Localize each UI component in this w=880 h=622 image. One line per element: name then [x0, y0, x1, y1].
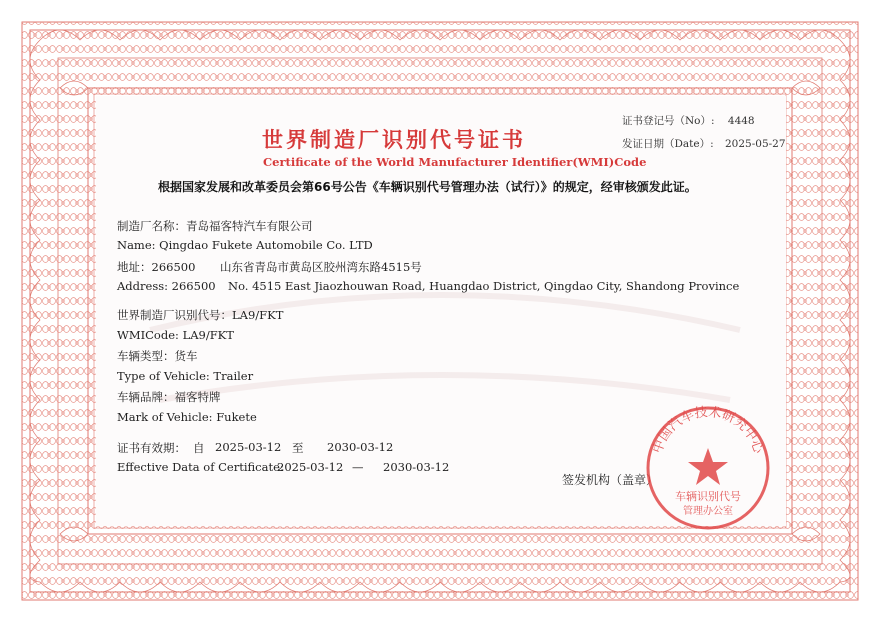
manufacturer-cn-label: 制造厂名称： — [117, 219, 186, 233]
validity-en-label: Effective Data of Certificate: — [117, 460, 284, 474]
registration-number-label: 证书登记号（No）: — [622, 115, 715, 127]
issue-date-label: 发证日期（Date）: — [622, 138, 714, 150]
vehicle-type-en-label: Type of Vehicle: — [117, 369, 210, 383]
seal-star-icon — [688, 448, 728, 485]
brand-cn-label: 车辆品牌： — [117, 390, 175, 404]
brand-en-value: Fukete — [216, 410, 257, 424]
manufacturer-cn-value: 青岛福客特汽车有限公司 — [186, 219, 313, 233]
registration-number-value: 4448 — [727, 115, 755, 127]
wmi-en-label: WMICode: — [117, 328, 179, 342]
intro-statement: 根据国家发展和改革委员会第66号公告《车辆识别代号管理办法（试行）》的规定，经审核颁发此证。 — [158, 180, 697, 194]
validity-cn-to-word: 至 — [292, 441, 304, 455]
validity-cn-from: 2025-03-12 — [215, 440, 282, 454]
issuing-authority-label: 签发机构（盖章） — [562, 473, 659, 487]
wmi-en-row — [117, 328, 234, 342]
brand-cn-row — [117, 389, 221, 405]
vehicle-type-en-value: Trailer — [213, 369, 254, 383]
validity-cn-from-word: 自 — [193, 441, 205, 455]
name-en-row — [117, 238, 373, 252]
vehicle-type-cn-row — [117, 348, 198, 364]
brand-en-label: Mark of Vehicle: — [117, 410, 213, 424]
seal-text-top: 中国汽车技术研究中心 — [650, 404, 766, 456]
address-cn-row — [117, 259, 195, 275]
validity-cn-to: 2030-03-12 — [327, 440, 394, 454]
issue-date — [622, 136, 786, 151]
vehicle-type-cn-value: 货车 — [174, 349, 198, 363]
seal-text-bottom-2: 管理办公室 — [683, 506, 733, 517]
seal-text-bottom-1: 车辆识别代号 — [675, 490, 741, 503]
brand-en-row — [117, 410, 257, 424]
postal-cn-value: 266500 — [151, 260, 196, 274]
validity-cn-label: 证书有效期： — [117, 441, 186, 455]
address-cn-value: 山东省青岛市黄岛区胶州湾东路4515号 — [220, 260, 422, 274]
address-en-label: Address: — [117, 279, 169, 293]
address-cn-label: 地址： — [117, 260, 152, 274]
title-chinese: 世界制造厂识别代号证书 — [262, 128, 526, 152]
validity-en-dash: — — [352, 460, 364, 474]
address-en-value: No. 4515 East Jiaozhouwan Road, Huangdao District, Qingdao City, Shandong Province — [228, 279, 740, 293]
manufacturer-cn-row — [117, 218, 313, 234]
postal-en-value: 266500 — [171, 279, 216, 293]
issue-date-value: 2025-05-27 — [725, 138, 786, 150]
wmi-cn-value: LA9/FKT — [232, 308, 284, 322]
validity-en-from: 2025-03-12 — [277, 460, 344, 474]
wmi-cn-row — [117, 307, 283, 323]
vehicle-type-en-row — [117, 369, 253, 383]
vehicle-type-cn-label: 车辆类型： — [117, 349, 175, 363]
name-en-label: Name: — [117, 238, 156, 252]
title-english: Certificate of the World Manufacturer Identifier(WMI)Code — [263, 155, 647, 169]
official-seal — [640, 400, 776, 536]
wmi-en-value: LA9/FKT — [182, 328, 234, 342]
address-en-row — [117, 279, 216, 293]
wmi-cn-label: 世界制造厂识别代号： — [117, 308, 232, 322]
registration-number — [622, 113, 755, 128]
name-en-value: Qingdao Fukete Automobile Co. LTD — [159, 238, 373, 252]
validity-en-to: 2030-03-12 — [383, 460, 450, 474]
brand-cn-value: 福客特牌 — [174, 390, 221, 404]
